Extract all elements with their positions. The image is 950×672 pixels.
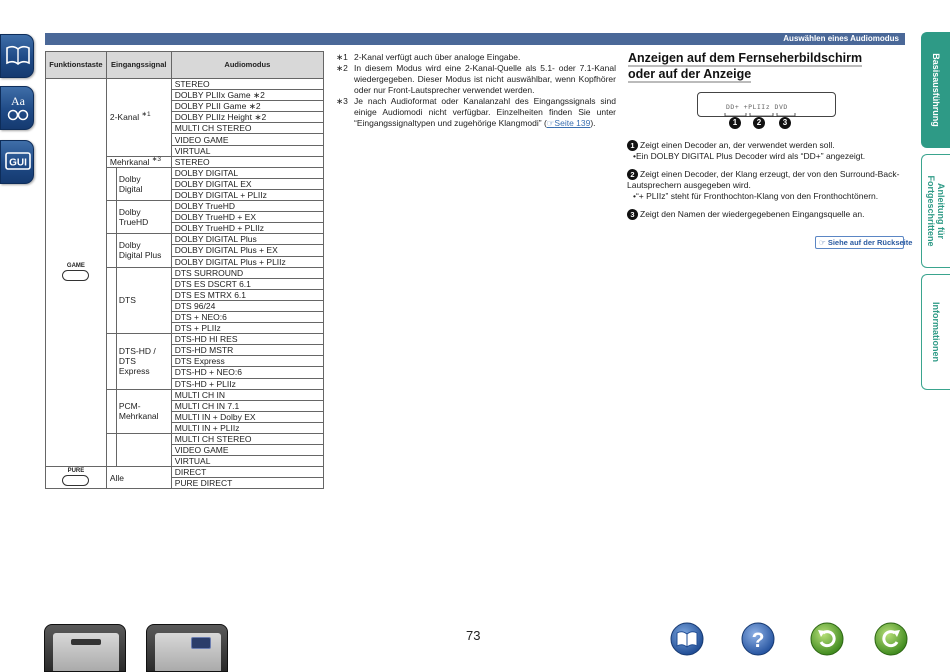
description-text: Zeigt einen Decoder an, der verwendet werden soll. [640, 140, 835, 150]
mode-cell: DOLBY DIGITAL Plus + PLIIz [171, 256, 323, 267]
gui-icon[interactable] [0, 140, 34, 184]
mode-cell: MULTI IN + Dolby EX [171, 411, 323, 422]
mode-cell: DOLBY DIGITAL [171, 167, 323, 178]
tab-basisausfuehrung[interactable] [921, 32, 950, 148]
mode-cell: DTS Express [171, 356, 323, 367]
mode-cell: DTS + PLIIz [171, 323, 323, 334]
function-key-label: PURE [67, 468, 85, 475]
footnote-text-after: ). [590, 118, 596, 128]
signal-cell [106, 79, 171, 157]
function-key-button[interactable] [62, 270, 89, 281]
mode-cell: PURE DIRECT [171, 478, 323, 489]
mode-cell: MULTI CH IN [171, 389, 323, 400]
callout-3: 3 [779, 117, 791, 129]
signal-cell: Alle [106, 467, 171, 489]
mode-cell: DOLBY TrueHD + EX [171, 212, 323, 223]
footnote-2 [336, 63, 616, 96]
signal-cell: Dolby Digital Plus [106, 234, 171, 267]
index-icon-label: Aa [11, 94, 25, 108]
mode-cell: DOLBY TrueHD [171, 201, 323, 212]
header-bar [45, 33, 905, 45]
description-3 [627, 209, 909, 220]
see-back-label: Siehe auf der Rückseite [827, 238, 913, 247]
mode-cell: DTS-HD + NEO:6 [171, 367, 323, 378]
description-text: Zeigt einen Decoder, der Klang erzeugt, der von den Surround-Back-Lautsprechern ausgegeben wird. [627, 169, 900, 190]
back-icon[interactable] [810, 622, 844, 656]
mode-cell: VIDEO GAME [171, 134, 323, 145]
mode-cell: DTS + NEO:6 [171, 311, 323, 322]
table-row [46, 467, 324, 478]
function-key-cell [46, 467, 107, 489]
front-panel-thumbnail[interactable] [44, 624, 126, 672]
description-bullet: •Ein DOLBY DIGITAL Plus Decoder wird als “DD+” angezeigt. [633, 151, 866, 161]
mode-cell: VIDEO GAME [171, 445, 323, 456]
callout-2: 2 [753, 117, 765, 129]
mode-cell: DOLBY TrueHD + PLIIz [171, 223, 323, 234]
mode-cell: DOLBY DIGITAL EX [171, 178, 323, 189]
header-title: Auswählen eines Audiomodus [783, 34, 899, 43]
header-funktionstaste: Funktionstaste [46, 52, 107, 79]
page-139-link-label: Seite 139 [554, 118, 591, 128]
mode-cell: STEREO [171, 79, 323, 90]
mode-cell: DTS-HD HI RES [171, 334, 323, 345]
footnote-text: 2-Kanal verfügt auch über analoge Eingabe. [354, 52, 521, 62]
signal-cell: PCM- Mehrkanal [106, 389, 171, 433]
tab-informationen-label: Informationen [931, 302, 941, 362]
mode-cell: DTS SURROUND [171, 267, 323, 278]
mode-cell: VIRTUAL [171, 456, 323, 467]
signal-label: 2-Kanal [109, 112, 140, 123]
description-text: Zeigt den Namen der wiedergegebenen Eingangsquelle an. [640, 209, 865, 219]
num-badge: 1 [627, 140, 638, 151]
mode-cell: MULTI CH IN 7.1 [171, 400, 323, 411]
mode-cell: STEREO [171, 156, 323, 167]
description-1 [627, 140, 909, 162]
svg-text:?: ? [751, 629, 765, 652]
footnote-3 [336, 96, 616, 129]
tab-anleitung-label: Anleitung für Fortgeschrittene [926, 175, 946, 247]
footnotes [336, 52, 616, 129]
help-icon[interactable] [741, 622, 775, 656]
signal-cell: DTS [106, 267, 171, 334]
mode-cell: DOLBY DIGITAL Plus + EX [171, 245, 323, 256]
remote-thumbnail[interactable] [146, 624, 228, 672]
function-key-label: GAME [66, 263, 85, 270]
mode-cell: DIRECT [171, 467, 323, 478]
footnote-text: In diesem Modus wird eine 2-Kanal-Quelle als 5.1- oder 7.1-Kanal wiedergegeben. Dieser Modus ist nicht auswählbar, wenn Kopfhörer oder nur Front-Lautsprecher verwendet werden. [354, 63, 616, 95]
footnote-mark: ∗2 [336, 63, 348, 73]
mode-cell: DOLBY PLII Game ∗2 [171, 101, 323, 112]
forward-icon[interactable] [874, 622, 908, 656]
contents-icon[interactable] [0, 34, 34, 78]
footnote-text-body: Je nach Audioformat oder Kanalanzahl des Eingangssignals sind einige Audiomodi nicht verfügbar. Einzelheiten finden Sie unter “Eingangssignaltypen und zugehörige Klangmodi” ( [354, 96, 616, 128]
display-text: DD+ +PLIIz DVD [726, 103, 788, 111]
mode-cell: MULTI CH STEREO [171, 123, 323, 134]
mode-cell: DOLBY PLIIz Height ∗2 [171, 112, 323, 123]
mode-cell: DTS 96/24 [171, 300, 323, 311]
callout-1: 1 [729, 117, 741, 129]
index-icon[interactable] [0, 86, 34, 130]
section-title-text: Anzeigen auf dem Fernseherbildschirm oder auf der Anzeige [628, 51, 863, 81]
num-badge: 3 [627, 209, 638, 220]
signal-cell-empty [106, 434, 171, 467]
book-icon[interactable] [670, 622, 704, 656]
see-back-link[interactable]: ☞ Siehe auf der Rückseite [815, 236, 904, 249]
header-audiomodus: Audiomodus [171, 52, 323, 79]
mode-cell: MULTI IN + PLIIz [171, 422, 323, 433]
page-139-link[interactable]: ☞Seite 139 [546, 118, 591, 128]
function-key-button[interactable] [62, 475, 89, 486]
display-bracket-lines [698, 93, 837, 118]
signal-cell: DTS-HD / DTS Express [106, 334, 171, 389]
signal-cell [106, 156, 171, 167]
page-number: 73 [466, 628, 481, 643]
footnote-1 [336, 52, 616, 63]
mode-cell: MULTI CH STEREO [171, 434, 323, 445]
mode-cell: DTS ES MTRX 6.1 [171, 289, 323, 300]
front-panel-face [53, 633, 119, 672]
mode-cell: DOLBY DIGITAL + PLIIz [171, 189, 323, 200]
mode-cell: DTS ES DSCRT 6.1 [171, 278, 323, 289]
footnote-mark: ∗1 [336, 52, 348, 62]
audio-mode-table [45, 51, 324, 489]
header-eingangssignal: Eingangssignal [106, 52, 171, 79]
signal-cell: Dolby TrueHD [106, 201, 171, 234]
signal-label: Mehrkanal [109, 156, 150, 167]
mode-cell: VIRTUAL [171, 145, 323, 156]
function-key-cell [46, 79, 107, 467]
mode-cell: DTS-HD MSTR [171, 345, 323, 356]
description-2 [627, 169, 909, 202]
description-bullet: •“+ PLIIz” steht für Fronthochton-Klang von den Fronthochtönern. [633, 191, 879, 201]
footnote-text [354, 96, 616, 129]
footnote-mark: ∗3 [336, 96, 348, 106]
tab-informationen[interactable] [921, 274, 950, 390]
tab-basisausfuehrung-label: Basisausführung [931, 53, 941, 127]
footnote-ref: ∗1 [141, 111, 151, 119]
mode-cell: DOLBY PLIIx Game ∗2 [171, 90, 323, 101]
mode-cell: DOLBY DIGITAL Plus [171, 234, 323, 245]
table-row [46, 79, 324, 90]
front-panel-slot [71, 639, 101, 645]
remote-lcd [191, 637, 211, 649]
num-badge: 2 [627, 169, 638, 180]
tab-anleitung[interactable] [921, 154, 950, 268]
signal-cell: Dolby Digital [106, 167, 171, 200]
section-title [628, 50, 890, 82]
gui-icon-label: GUI [9, 157, 27, 169]
mode-cell: DTS-HD + PLIIz [171, 378, 323, 389]
display-panel [697, 92, 836, 117]
remote-face [155, 633, 221, 672]
footnote-ref: ∗3 [151, 155, 161, 163]
